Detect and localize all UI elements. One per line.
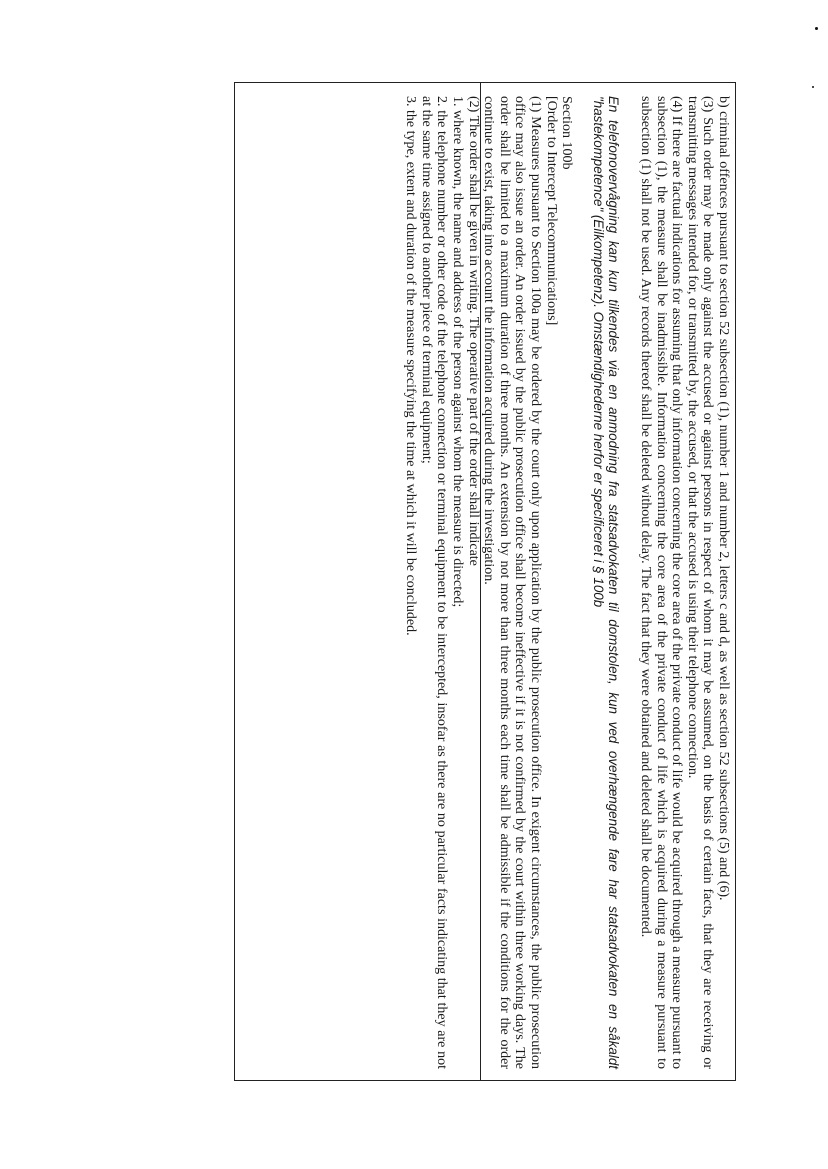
paragraph-subsection-3: (3) Such order may be made only against the accused or against persons in respect of whom it may be assumed, on the basis of certain facts, that they are receiving or transmitting messages intended for, or transmitted by, the accused, or that the accused is using their telephone connection.	[684, 96, 716, 1069]
paragraph-criminal-offences: b) criminal offences pursuant to section 52 subsection (1), number 1 and number 2, letters c and d, as well as section 52 subsections (5) and (6).	[716, 96, 731, 901]
danish-note: En telefonovervågning kan kun tilkendes via en anmodning fra statsadvokaten til domstolen, kun ved overhængende fare har statsadvokaten en såkaldt "hastekompetence" (Eilkompetenz). Omstændighederne herfor er specificeret i § 100b	[590, 96, 622, 1069]
list-item: 3. the type, extent and duration of the measure specifying the time at which it will be concluded.	[403, 96, 419, 636]
list-item: 1. where known, the name and address of the person against whom the measure is directed;	[450, 96, 466, 608]
paragraph-subsection-4: (4) If there are factual indications for assuming that only information concerning the core area of the private conduct of life would be acquired through a measure pursuant to subsection (1), the measure shall be inadmissible. Information concerning the core area of the private conduct of life which is acquired during a measure pursuant to subsection (1) shall not be used. Any records thereof shall be deleted without delay. The fact that they were obtained and deleted shall be documented.	[638, 96, 685, 1069]
scan-speck	[812, 86, 814, 88]
section-subtitle: [Order to Intercept Telecommunications]	[543, 96, 559, 326]
scan-speck	[815, 27, 818, 30]
section-title: Section 100b	[559, 96, 575, 170]
section-paragraph-1: (1) Measures pursuant to Section 100a may be ordered by the court only upon application by the public prosecution office. In exigent circumstances, the public prosecution office may also issue an order. An order issued by the public prosecution office shall become ineffective if it is not confirmed by the court within three working days. The order shall be limited to a maximum duration of three months. An extension by not more than three months each time shall be admissible if the conditions for the order continue to exist, taking into account the information acquired during the investigation.	[481, 96, 544, 1069]
rotated-text-cell	[242, 84, 734, 1079]
list-item: 2. the telephone number or other code of the telephone connection or terminal equipment to be intercepted, insofar as there are no particular facts indicating that they are not at the same time assigned to another piece of terminal equipment;	[418, 96, 450, 1069]
section-paragraph-2: (2) The order shall be given in writing. The operative part of the order shall indicate	[465, 96, 481, 566]
